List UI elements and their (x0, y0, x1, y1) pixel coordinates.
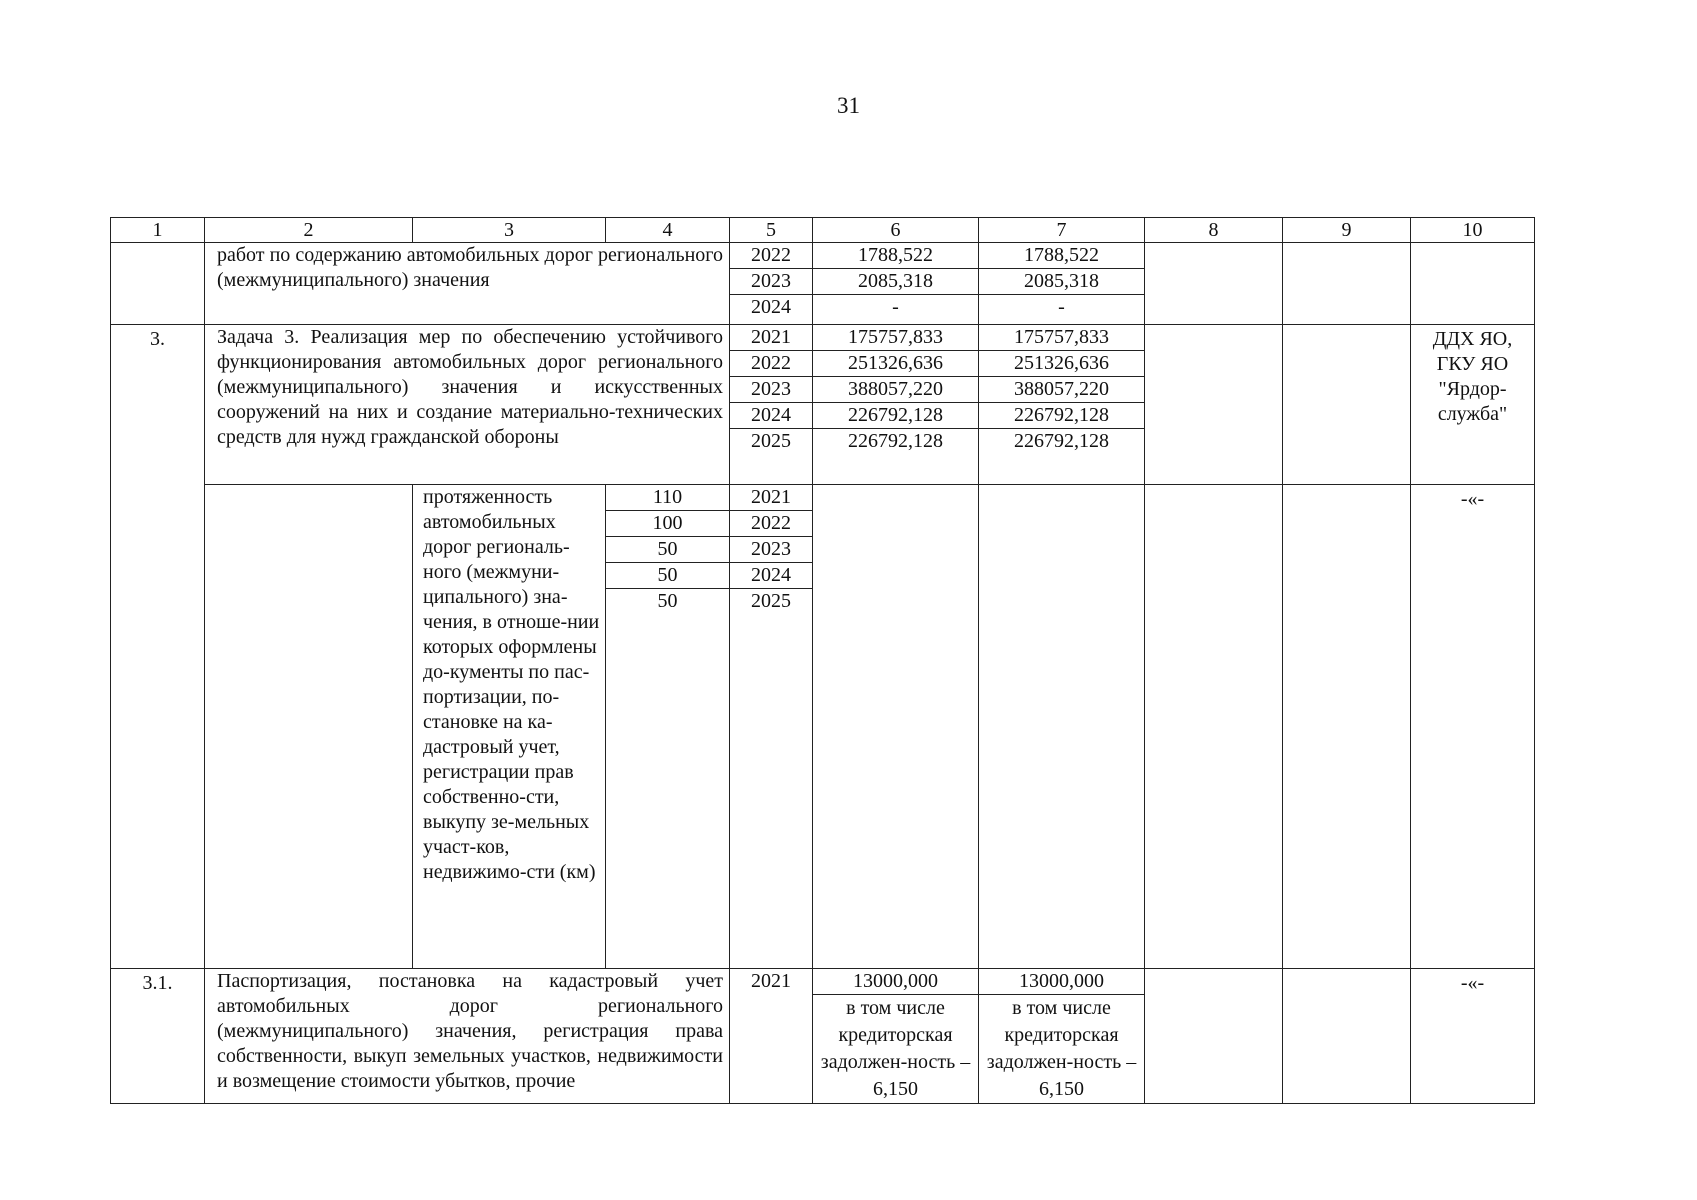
header-cell: 7 (979, 218, 1145, 243)
activity-text: работ по содержанию автомобильных дорог регионального (межмуниципального) значения (205, 243, 730, 325)
years-cell (730, 243, 813, 325)
executor-cell: ДДХ ЯО, ГКУ ЯО "Ярдор-служба" (1411, 325, 1535, 485)
col6-cell (813, 485, 979, 969)
years-cell (730, 485, 813, 969)
header-cell: 1 (111, 218, 205, 243)
header-cell: 2 (205, 218, 413, 243)
col7-cell (979, 485, 1145, 969)
col9-cell (1283, 485, 1411, 969)
year-value: 2025 (751, 430, 791, 452)
indicator-value: 50 (606, 537, 729, 563)
year-value: 2024 (730, 563, 812, 589)
col7-value: 226792,128 (1014, 430, 1109, 452)
col6-value: 251326,636 (813, 351, 978, 377)
indicator-value: 100 (606, 511, 729, 537)
col6-value: - (892, 296, 899, 318)
year-value: 2024 (751, 296, 791, 318)
activity-text: Паспортизация, постановка на кадастровый учет автомобильных дорог регионального (межмуниципального) значения, регистрация права собственности, выкуп земельных участков, недвижимости и возмещение стоимости убытков, прочие (205, 969, 730, 1104)
year-value: 2023 (730, 537, 812, 563)
header-cell: 6 (813, 218, 979, 243)
task-text: Задача 3. Реализация мер по обеспечению устойчивого функционирования автомобильных дорог регионального (межмуниципального) значения и искусственных сооружений на них и создание материально-технических средств для нужд гражданской обороны (205, 325, 730, 485)
col10-cell (1411, 243, 1535, 325)
col6-cell (813, 243, 979, 325)
year-value: 2022 (730, 351, 812, 377)
table-row (111, 485, 1535, 969)
col7-value: 251326,636 (979, 351, 1144, 377)
col7-value: 175757,833 (979, 325, 1144, 351)
year-value: 2025 (751, 590, 791, 612)
year-value: 2022 (730, 243, 812, 269)
col6-cell (813, 325, 979, 485)
table-header-row (111, 218, 1535, 243)
page-number: 31 (837, 93, 860, 118)
col7-value: 1788,522 (979, 243, 1144, 269)
indicator-value: 110 (606, 485, 729, 511)
row-number-cell (111, 243, 205, 325)
header-cell: 5 (730, 218, 813, 243)
year-value: 2023 (730, 269, 812, 295)
col7-value: 13000,000 (979, 969, 1144, 995)
col8-cell (1145, 969, 1283, 1104)
table-row (111, 243, 1535, 325)
years-cell (730, 325, 813, 485)
col6-value: 388057,220 (813, 377, 978, 403)
col7-value: - (1058, 296, 1065, 318)
header-cell: 10 (1411, 218, 1535, 243)
year-value: 2021 (730, 485, 812, 511)
col6-value: 1788,522 (813, 243, 978, 269)
col7-value: 2085,318 (979, 269, 1144, 295)
year-value: 2021 (751, 970, 791, 992)
col8-cell (1145, 325, 1283, 485)
indicator-value: 50 (606, 563, 729, 589)
table-row (111, 325, 1535, 485)
header-cell: 8 (1145, 218, 1283, 243)
col6-note: в том числе кредиторская задолжен-ность – 6,150 (820, 997, 971, 1100)
executor-cell: -«- (1411, 485, 1535, 969)
col7-cell (979, 969, 1145, 1104)
col7-note: в том числе кредиторская задолжен-ность – 6,150 (986, 997, 1137, 1100)
col6-cell (813, 969, 979, 1104)
col9-cell (1283, 325, 1411, 485)
header-cell: 3 (413, 218, 606, 243)
executor-cell: -«- (1411, 969, 1535, 1104)
col7-cell (979, 243, 1145, 325)
col7-value: 388057,220 (979, 377, 1144, 403)
col9-cell (1283, 969, 1411, 1104)
indicator-value: 50 (657, 590, 678, 612)
col6-value: 226792,128 (848, 430, 943, 452)
header-cell: 4 (606, 218, 730, 243)
col9-cell (1283, 243, 1411, 325)
year-value: 2021 (730, 325, 812, 351)
col6-value: 226792,128 (813, 403, 978, 429)
col8-cell (1145, 485, 1283, 969)
indicator-text: протяженность автомобильных дорог региональ-ного (межмуни-ципального) зна-чения, в отноше-нии которых оформлены до-кументы по пас-портизации, по-становке на ка-дастровый учет, регистрации прав собственно-сти, выкупу зе-мельных участ-ков, недвижимо-сти (км) (413, 485, 606, 969)
program-table (110, 217, 1535, 1104)
col6-value: 175757,833 (813, 325, 978, 351)
year-value: 2023 (730, 377, 812, 403)
year-value: 2024 (730, 403, 812, 429)
col6-value: 2085,318 (813, 269, 978, 295)
col7-value: 226792,128 (979, 403, 1144, 429)
row-number-cell: 3. (111, 325, 205, 969)
years-cell (730, 969, 813, 1104)
col8-cell (1145, 243, 1283, 325)
col7-cell (979, 325, 1145, 485)
empty-cell (205, 485, 413, 969)
col6-value: 13000,000 (813, 969, 978, 995)
indicator-values-cell (606, 485, 730, 969)
row-number-cell: 3.1. (111, 969, 205, 1104)
header-cell: 9 (1283, 218, 1411, 243)
table-row (111, 969, 1535, 1104)
year-value: 2022 (730, 511, 812, 537)
